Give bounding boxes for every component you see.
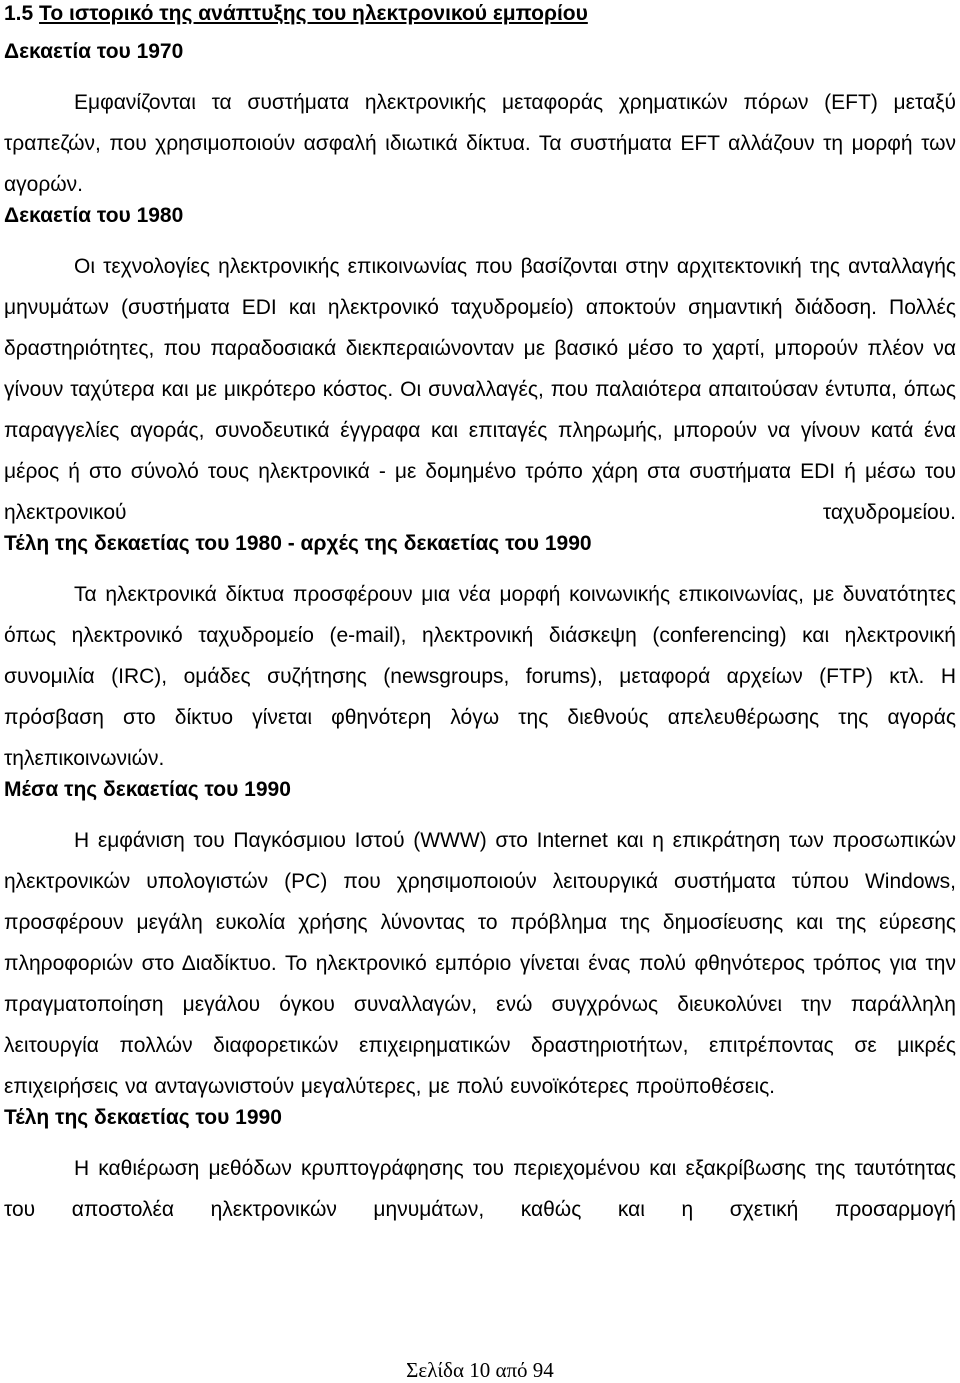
decade-paragraph-1980: Οι τεχνολογίες ηλεκτρονικής επικοινωνίας που βασίζονται στην αρχιτεκτονική της ανταλλαγής μηνυμάτων (συστήματα EDI και ηλεκτρονικό ταχυδρομείο) αποκτούν σημαντική διάδοση. Πολλές δραστηριότητες, που παραδοσιακά διεκπεραιώνονταν με βασικό μέσο το χαρτί, μπορούν πλέον να γίνουν ταχύτερα και με μικρότερο κόστος. Οι συναλλαγές, που παλαιότερα απαιτούσαν έντυπα, όπως παραγγελίες αγοράς, συνοδευτικά έγγραφα και επιταγές πληρωμής, μπορούν να γίνουν κατά ένα μέρος ή στο σύνολό τους ηλεκτρονικά - με δομημένο τρόπο χάρη στα συστήματα EDI ή μέσω του ηλεκτρονικού ταχυδρομείου.	[4, 255, 956, 524]
section-title	[4, 0, 956, 41]
section-title-text: Το ιστορικό της ανάπτυξης του ηλεκτρονικού εμπορίου	[39, 2, 588, 25]
decade-heading-1970: Δεκαετία του 1970	[4, 40, 184, 63]
decade-heading-late-1980: Τέλη της δεκαετίας του 1980 - αρχές της δεκαετίας του 1990	[4, 532, 592, 555]
decade-paragraph-mid-1990: Η εμφάνιση του Παγκόσμιου Ιστού (WWW) στο Internet και η επικράτηση των προσωπικών ηλεκτρονικών υπολογιστών (PC) που χρησιμοποιούν λειτουργικά συστήματα τύπου Windows, προσφέρουν μεγάλη ευκολία χρήσης λύνοντας το πρόβλημα της δημοσίευσης και της εύρεσης πληροφοριών στο Διαδίκτυο. Το ηλεκτρονικό εμπόριο γίνεται ένας πολύ φθηνότερος τρόπος για την πραγματοποίηση μεγάλου όγκου συναλλαγών, ενώ συγχρόνως διευκολύνει την παράλληλη λειτουργία πολλών διαφορετικών επιχειρηματικών δραστηριοτήτων, επιτρέποντας σε μικρές επιχειρήσεις να ανταγωνιστούν μεγαλύτερες, με πολύ ευνοϊκότερες προϋποθέσεις.	[4, 829, 956, 1098]
decade-paragraph-1970: Εμφανίζονται τα συστήματα ηλεκτρονικής μεταφοράς χρηματικών πόρων (EFT) μεταξύ τραπεζών, που χρησιμοποιούν ασφαλή ιδιωτικά δίκτυα. Τα συστήματα EFT αλλάζουν τη μορφή των αγορών.	[4, 91, 956, 196]
page-footer: Σελίδα 10 από 94	[406, 1358, 554, 1382]
decade-heading-late-1990: Τέλη της δεκαετίας του 1990	[4, 1106, 282, 1129]
document-page	[4, 0, 956, 1230]
section-number: 1.5	[4, 2, 34, 25]
decade-paragraph-late-1990: Η καθιέρωση μεθόδων κρυπτογράφησης του περιεχομένου και εξακρίβωσης της ταυτότητας του αποστολέα ηλεκτρονικών μηνυμάτων, καθώς και η σχετική προσαρμογή	[4, 1157, 956, 1221]
decade-heading-1980: Δεκαετία του 1980	[4, 204, 184, 227]
decade-paragraph-late-1980: Τα ηλεκτρονικά δίκτυα προσφέρουν μια νέα μορφή κοινωνικής επικοινωνίας, με δυνατότητες όπως ηλεκτρονικό ταχυδρομείο (e-mail), ηλεκτρονική διάσκεψη (conferencing) και ηλεκτρονική συνομιλία (IRC), ομάδες συζήτησης (newsgroups, forums), μεταφορά αρχείων (FTP) κτλ. Η πρόσβαση στο δίκτυο γίνεται φθηνότερη λόγω της διεθνούς απελευθέρωσης της αγοράς τηλεπικοινωνιών.	[4, 583, 956, 770]
decade-heading-mid-1990: Μέσα της δεκαετίας του 1990	[4, 778, 291, 801]
